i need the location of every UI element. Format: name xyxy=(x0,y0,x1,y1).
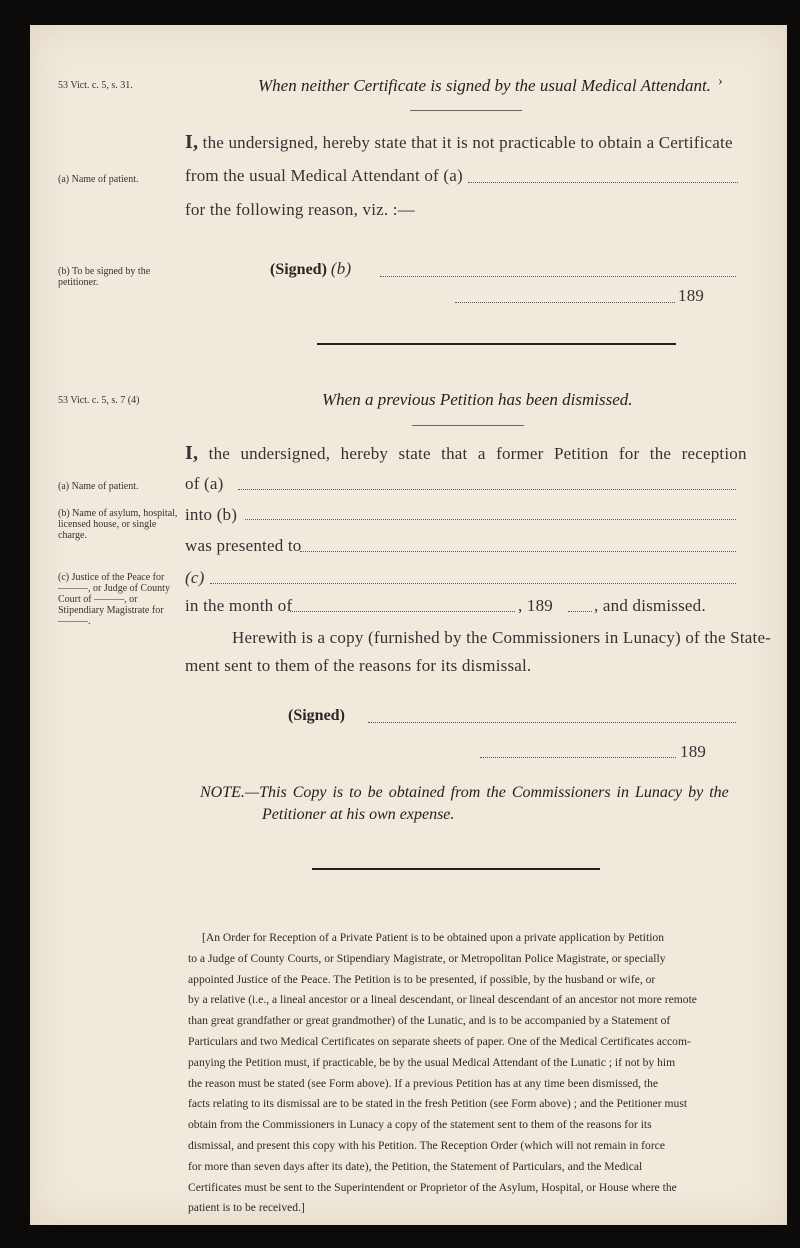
side-note-c: (c) Justice of the Peace for ———, or Judge of County Court of ———, or Stipendiary Magistrate for ———. xyxy=(58,572,170,627)
note-line2: Petitioner at his own expense. xyxy=(262,806,455,823)
note-line1: NOTE.—This Copy is to be obtained from the Commissioners in Lunacy by the xyxy=(200,784,729,801)
month-field[interactable] xyxy=(290,611,515,612)
statute-ref-1: 53 Vict. c. 5, s. 31. xyxy=(58,80,133,91)
of-label: of (a) xyxy=(185,474,224,493)
section2-line1 xyxy=(185,442,747,465)
para-line: to a Judge of County Courts, or Stipendiary Magistrate, or Metropolitan Police Magistrate, or specially xyxy=(188,951,666,965)
section1-heading: When neither Certificate is signed by the usual Medical Attendant. xyxy=(258,76,711,95)
into-label: into (b) xyxy=(185,505,238,524)
month-label: in the month of xyxy=(185,596,293,615)
section1-line2: from the usual Medical Attendant of (a) xyxy=(185,166,463,185)
para-line: by a relative (i.e., a lineal ancestor or a lineal descendant, or lineal descendant of an ancestor not more remote xyxy=(188,993,697,1007)
herewith-line1: Herewith is a copy (furnished by the Commissioners in Lunacy) of the State- xyxy=(232,628,772,647)
line1-text: the undersigned, hereby state that it is not practicable to obtain a Certificate xyxy=(202,133,733,152)
year-label-2: 189 xyxy=(680,742,707,761)
initial-letter-2: I, xyxy=(185,442,199,464)
para-line: Particulars and two Medical Certificates on separate sheets of paper. One of the Medical Certificates accom- xyxy=(188,1034,691,1048)
line1-text-2: the undersigned, hereby state that a former Petition for the reception xyxy=(208,444,747,463)
year-label-1: 189 xyxy=(678,286,705,305)
para-line: for more than seven days after its date), the Petition, the Statement of Particulars, and the Medical xyxy=(188,1159,643,1173)
signature-field-1[interactable] xyxy=(380,276,736,277)
statute-ref-2: 53 Vict. c. 5, s. 7 (4) xyxy=(58,395,140,406)
para-line: dismissal, and present this copy with his Petition. The Reception Order (which will not remain in force xyxy=(188,1138,665,1152)
date-field-1[interactable] xyxy=(455,302,675,303)
side-note-a-2: (a) Name of patient. xyxy=(58,481,139,492)
month-end: , and dismissed. xyxy=(594,596,706,615)
para-line: than great grandfather or great grandmother) of the Lunatic, and is to be accompanied by a Statement of xyxy=(188,1014,671,1028)
footer-divider xyxy=(312,868,600,870)
para-line: obtain from the Commissioners in Lunacy a copy of the statement sent to them of the reasons for its xyxy=(188,1118,652,1132)
signature-field-2[interactable] xyxy=(368,722,736,723)
patient-name-field[interactable] xyxy=(468,182,738,183)
presented-label: was presented to xyxy=(185,536,302,555)
presented-to-field[interactable] xyxy=(300,551,736,552)
initial-letter: I, xyxy=(185,131,199,153)
year-field-2[interactable] xyxy=(568,611,592,612)
footer-paragraph xyxy=(188,928,738,1219)
section1-line1 xyxy=(185,131,733,154)
section1-line3: for the following reason, viz. :— xyxy=(185,200,415,219)
section-divider xyxy=(317,343,676,345)
date-field-2[interactable] xyxy=(480,757,676,758)
herewith-line2: ment sent to them of the reasons for its dismissal. xyxy=(185,656,532,675)
justice-field[interactable] xyxy=(210,583,736,584)
para-line: Certificates must be sent to the Superintendent or Proprietor of the Asylum, Hospital, or House where the xyxy=(188,1180,677,1194)
para-line: appointed Justice of the Peace. The Petition is to be presented, if possible, by the husband or wife, or xyxy=(188,972,656,986)
para-line: facts relating to its dismissal are to be stated in the fresh Petition (see Form above) ; and the Petitioner must xyxy=(188,1097,688,1111)
side-note-a: (a) Name of patient. xyxy=(58,174,139,185)
signed-ref: (b) xyxy=(330,259,352,278)
page-mark-icon: › xyxy=(718,74,723,89)
section2-heading: When a previous Petition has been dismissed. xyxy=(322,390,633,409)
para-line: patient is to be received.] xyxy=(188,1201,305,1215)
signed-label-2: (Signed) xyxy=(288,707,345,724)
short-rule-2 xyxy=(412,425,524,426)
month-year: , 189 xyxy=(518,596,553,615)
c-label: (c) xyxy=(185,568,205,587)
signed-line-1 xyxy=(270,259,351,279)
asylum-field[interactable] xyxy=(245,519,736,520)
para-line: panying the Petition must, if practicable, be by the usual Medical Attendant of the Lunatic ; if not by him xyxy=(188,1055,676,1069)
para-line: the reason must be stated (see Form above). If a previous Petition has at any time been dismissed, the xyxy=(188,1076,659,1090)
short-rule xyxy=(410,110,522,111)
side-note-b-2: (b) Name of asylum, hospital, licensed house, or single charge. xyxy=(58,508,178,541)
side-note-b: (b) To be signed by the petitioner. xyxy=(58,266,151,288)
signed-label: (Signed) xyxy=(270,261,327,278)
patient-name-field-2[interactable] xyxy=(238,489,736,490)
para-line: [An Order for Reception of a Private Patient is to be obtained upon a private application by Petition xyxy=(202,931,665,944)
